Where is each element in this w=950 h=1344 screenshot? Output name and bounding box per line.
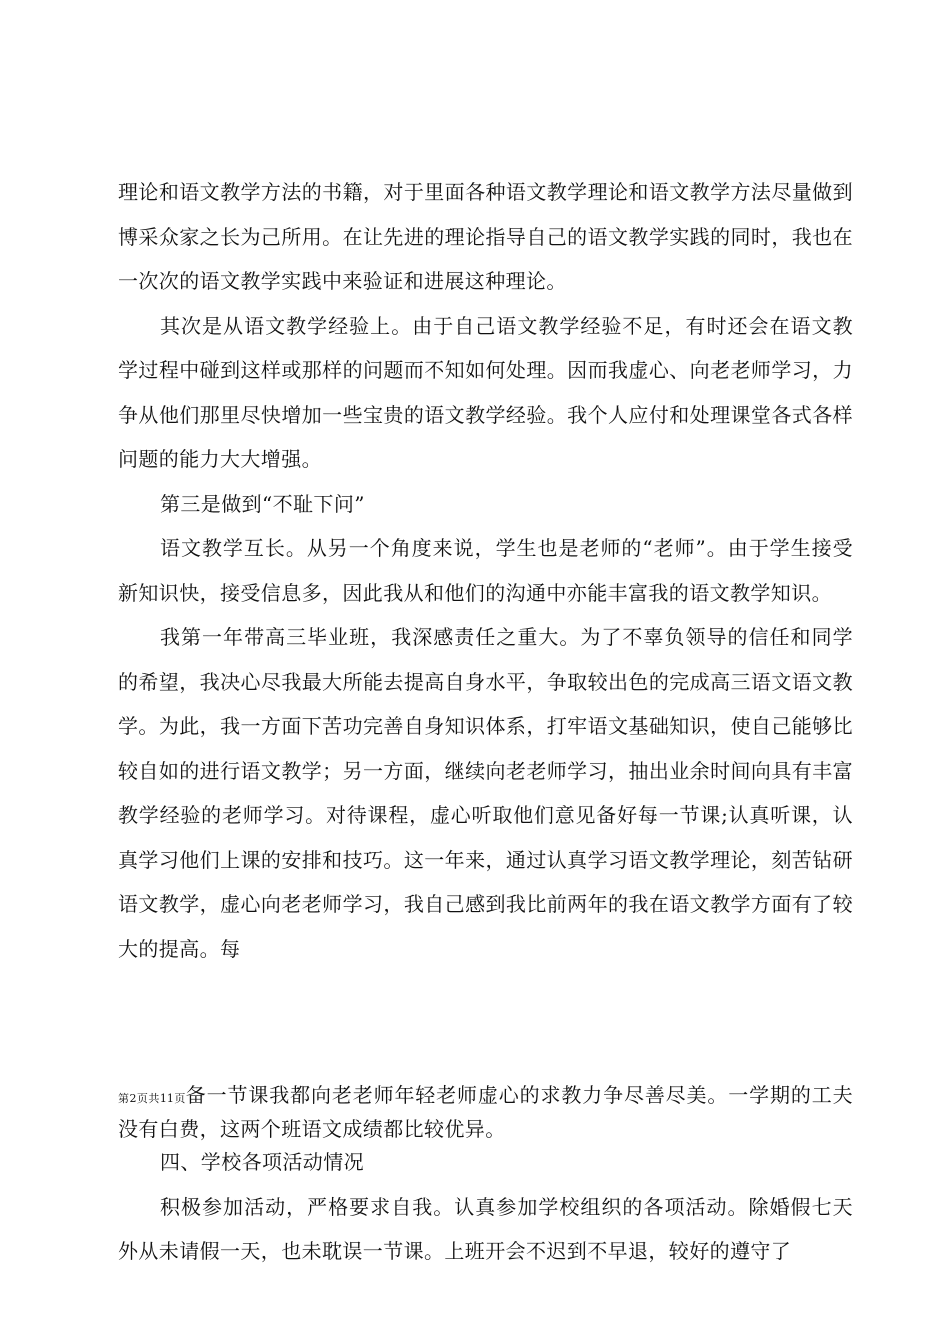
continuation-text: 备一节课我都向老老师年轻老师虚心的求教力争尽善尽美。一学期的工夫没有白费，这两个班语文成绩都比较优异。 [118,1083,853,1141]
paragraph: 其次是从语文教学经验上。由于自己语文教学经验不足，有时还会在语文教学过程中碰到这样或那样的问题而不知如何处理。因而我虚心、向老老师学习，力争从他们那里尽快增加一些宝贵的语文教学经验。我个人应付和处理课堂各式各样问题的能力大大增强。 [118,313,853,471]
paragraph: 理论和语文教学方法的书籍，对于里面各种语文教学理论和语文教学方法尽量做到博采众家之长为己所用。在让先进的理论指导自己的语文教学实践的同时，我也在一次次的语文教学实践中来验证和进展这种理论。 [118,180,853,293]
body-text-upper [118,170,853,971]
paragraph: 积极参加活动，严格要求自我。认真参加学校组织的各项活动。除婚假七天外从未请假一天，也未耽误一节课。上班开会不迟到不早退，较好的遵守了 [118,1194,853,1263]
body-text-lower [118,1140,853,1274]
section-heading: 四、学校各项活动情况 [160,1150,364,1174]
page-footer-continuation [118,1080,853,1144]
paragraph: 我第一年带高三毕业班，我深感责任之重大。为了不辜负领导的信任和同学的希望，我决心尽我最大所能去提高自身水平，争取较出色的完成高三语文语文教学。为此，我一方面下苦功完善自身知识体系，打牢语文基础知识，使自己能够比较自如的进行语文教学；另一方面，继续向老老师学习，抽出业余时间向具有丰富教学经验的老师学习。对待课程，虚心听取他们意见备好每一节课;认真听课，认真学习他们上课的安排和技巧。这一年来，通过认真学习语文教学理论，刻苦钻研语文教学，虚心向老老师学习，我自己感到我比前两年的我在语文教学方面有了较大的提高。每 [118,625,853,961]
paragraph: 第三是做到“不耻下问” [160,491,365,516]
page-number-label: 第2页共11页 [118,1092,186,1105]
paragraph: 语文教学互长。从另一个角度来说，学生也是老师的“老师”。由于学生接受新知识快，接受信息多，因此我从和他们的沟通中亦能丰富我的语文教学知识。 [118,536,853,605]
